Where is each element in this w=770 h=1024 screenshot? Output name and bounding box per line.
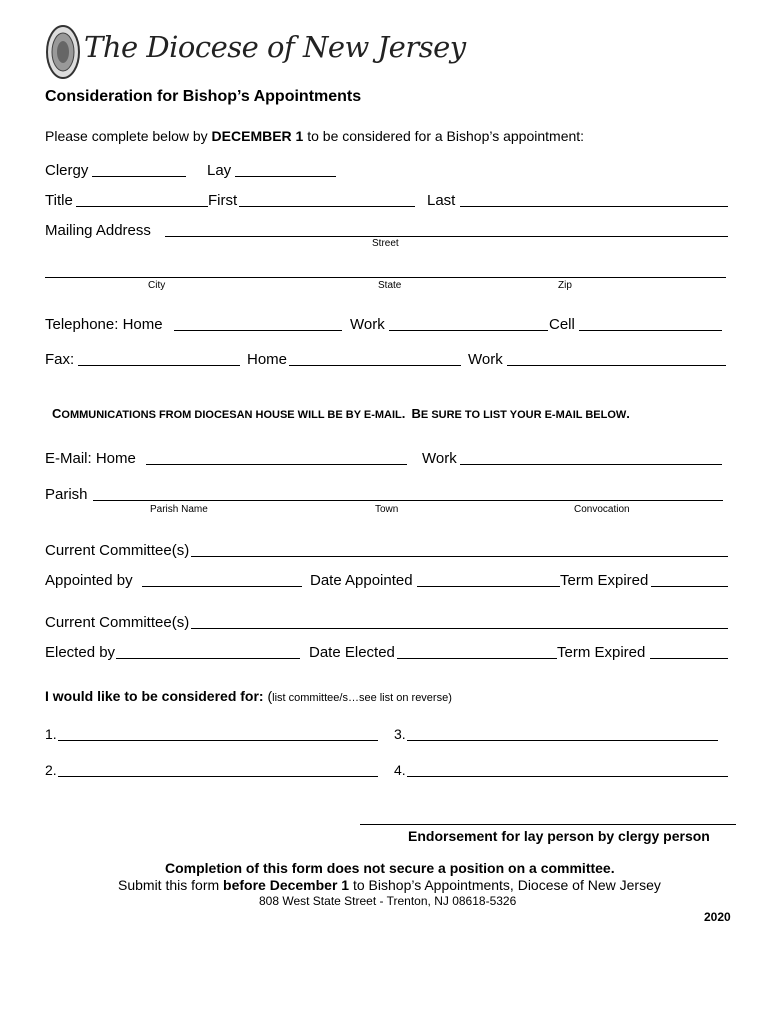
choice-2-field[interactable]: [58, 776, 378, 777]
parish-label: Parish: [45, 486, 88, 503]
choice-4-label: 4.: [394, 762, 406, 778]
page-title: Consideration for Bishop’s Appointments: [45, 88, 362, 105]
term-expired-label: Term Expired: [560, 572, 649, 589]
choice-4-field[interactable]: [407, 776, 728, 777]
email-work-field[interactable]: [460, 464, 722, 465]
choice-1-field[interactable]: [58, 740, 378, 741]
fax-home-label: Home: [247, 351, 288, 368]
email-home-label: E-Mail: Home: [45, 450, 136, 467]
fax-field[interactable]: [78, 365, 240, 366]
cell-label: Cell: [549, 316, 575, 333]
email-work-label: Work: [422, 450, 457, 467]
endorsement-label: Endorsement for lay person by clergy person: [408, 828, 710, 844]
choice-2-label: 2.: [45, 762, 57, 778]
clergy-label: Clergy: [45, 162, 89, 179]
term-expired-label-2: Term Expired: [557, 644, 646, 661]
email-home-field[interactable]: [146, 464, 407, 465]
lay-label: Lay: [207, 162, 232, 179]
town-caption: Town: [375, 504, 399, 515]
choice-3-label: 3.: [394, 726, 406, 742]
footer-address: 808 West State Street - Trenton, NJ 08618-5326: [259, 894, 517, 908]
elected-by-field[interactable]: [116, 658, 300, 659]
current-committees-field-2[interactable]: [191, 628, 728, 629]
footer-disclaimer: Completion of this form does not secure a position on a committee.: [165, 860, 615, 876]
date-elected-label: Date Elected: [309, 644, 395, 661]
city-caption: City: [148, 280, 166, 291]
zip-caption: Zip: [558, 280, 572, 291]
diocese-seal-logo: [46, 24, 80, 80]
email-notice: COMMUNICATIONS FROM DIOCESAN HOUSE WILL BE BY E-MAIL. BE SURE TO LIST YOUR E-MAIL BELOW.: [52, 406, 630, 421]
choice-3-field[interactable]: [407, 740, 718, 741]
current-committees-field[interactable]: [191, 556, 728, 557]
parish-field[interactable]: [93, 500, 723, 501]
choice-1-label: 1.: [45, 726, 57, 742]
date-elected-field[interactable]: [397, 658, 557, 659]
intro-text: Please complete below by DECEMBER 1 to be considered for a Bishop’s appointment:: [45, 128, 585, 144]
fax-home-field[interactable]: [289, 365, 461, 366]
telephone-home-field[interactable]: [174, 330, 342, 331]
diocese-logo-text: The Diocese of New Jersey: [84, 30, 466, 64]
term-expired-field[interactable]: [651, 586, 728, 587]
mailing-address-label: Mailing Address: [45, 222, 151, 239]
fax-work-label: Work: [468, 351, 503, 368]
first-label: First: [208, 192, 238, 209]
title-field[interactable]: [76, 206, 208, 207]
last-label: Last: [427, 192, 456, 209]
fax-label: Fax:: [45, 351, 75, 368]
appointed-by-label: Appointed by: [45, 572, 133, 589]
current-committees-label-2: Current Committee(s): [45, 614, 190, 631]
city-state-zip-field[interactable]: [45, 277, 726, 278]
current-committees-label: Current Committee(s): [45, 542, 190, 559]
footer-submit-text: Submit this form before December 1 to Bishop’s Appointments, Diocese of New Jersey: [118, 877, 661, 893]
endorsement-signature-field[interactable]: [360, 824, 736, 825]
footer-year: 2020: [704, 910, 731, 924]
state-caption: State: [378, 280, 402, 291]
fax-work-field[interactable]: [507, 365, 726, 366]
parish-name-caption: Parish Name: [150, 504, 208, 515]
convocation-caption: Convocation: [574, 504, 630, 515]
considered-for-heading: I would like to be considered for: (list committee/s…see list on reverse): [45, 688, 452, 704]
telephone-work-field[interactable]: [389, 330, 548, 331]
term-expired-field-2[interactable]: [650, 658, 728, 659]
first-name-field[interactable]: [239, 206, 415, 207]
title-label: Title: [45, 192, 73, 209]
street-caption: Street: [372, 238, 399, 249]
telephone-work-label: Work: [350, 316, 385, 333]
appointed-by-field[interactable]: [142, 586, 302, 587]
lay-field[interactable]: [235, 176, 336, 177]
last-name-field[interactable]: [460, 206, 728, 207]
clergy-field[interactable]: [92, 176, 186, 177]
elected-by-label: Elected by: [45, 644, 116, 661]
date-appointed-label: Date Appointed: [310, 572, 413, 589]
cell-field[interactable]: [579, 330, 722, 331]
date-appointed-field[interactable]: [417, 586, 560, 587]
telephone-home-label: Telephone: Home: [45, 316, 163, 333]
street-field[interactable]: [165, 236, 728, 237]
